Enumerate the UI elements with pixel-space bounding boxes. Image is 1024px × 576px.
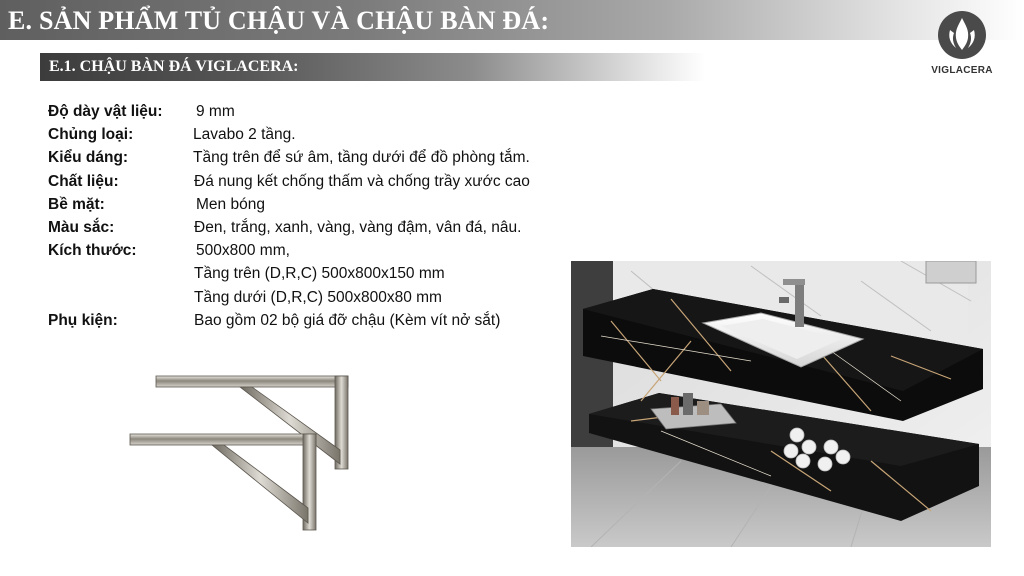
flame-logo-icon [937, 10, 987, 60]
spec-value: Tầng trên để sứ âm, tầng dưới để đồ phòng tắm. [193, 149, 530, 167]
spec-label: Chủng loại: [48, 126, 134, 144]
spec-value: Đá nung kết chống thấm và chống trầy xước cao [194, 172, 530, 190]
spec-value: Đen, trắng, xanh, vàng, vàng đậm, vân đá, nâu. [194, 218, 522, 236]
product-photo [571, 261, 991, 547]
spec-value: Lavabo 2 tầng. [193, 126, 296, 144]
spec-label: Bề mặt: [48, 195, 105, 213]
spec-label: Độ dày vật liệu: [48, 103, 163, 120]
spec-value: Tầng dưới (D,R,C) 500x800x80 mm [194, 288, 442, 306]
bracket-front [130, 434, 316, 530]
section-bar [40, 53, 705, 81]
spec-label: Phụ kiện: [48, 311, 118, 329]
logo-text: VIGLACERA [931, 65, 993, 76]
spec-row [48, 216, 608, 239]
spec-row [48, 262, 608, 285]
spec-label: Kích thước: [48, 242, 137, 260]
spec-row [48, 193, 608, 216]
section-title: E.1. CHẬU BÀN ĐÁ VIGLACERA: [49, 58, 299, 75]
viglacera-logo [926, 10, 998, 80]
spec-value: 9 mm [196, 103, 235, 120]
spec-value: 500x800 mm, [196, 242, 290, 260]
spec-list [48, 100, 608, 332]
spec-label: Chất liệu: [48, 172, 119, 190]
spec-row [48, 239, 608, 262]
spec-row [48, 146, 608, 169]
title-bar [0, 0, 1024, 40]
spec-value: Men bóng [196, 195, 265, 213]
spec-value: Bao gồm 02 bộ giá đỡ chậu (Kèm vít nở sắt) [194, 311, 501, 329]
spec-row [48, 100, 608, 123]
spec-value: Tầng trên (D,R,C) 500x800x150 mm [194, 265, 445, 283]
spec-row [48, 309, 608, 332]
spec-row [48, 286, 608, 309]
bracket-image [120, 368, 360, 536]
spec-label: Màu sắc: [48, 218, 115, 236]
spec-row [48, 123, 608, 146]
spec-row [48, 170, 608, 193]
spec-label: Kiểu dáng: [48, 149, 129, 167]
page-title: E. SẢN PHẨM TỦ CHẬU VÀ CHẬU BÀN ĐÁ: [8, 6, 550, 35]
bracket-back [156, 376, 348, 469]
